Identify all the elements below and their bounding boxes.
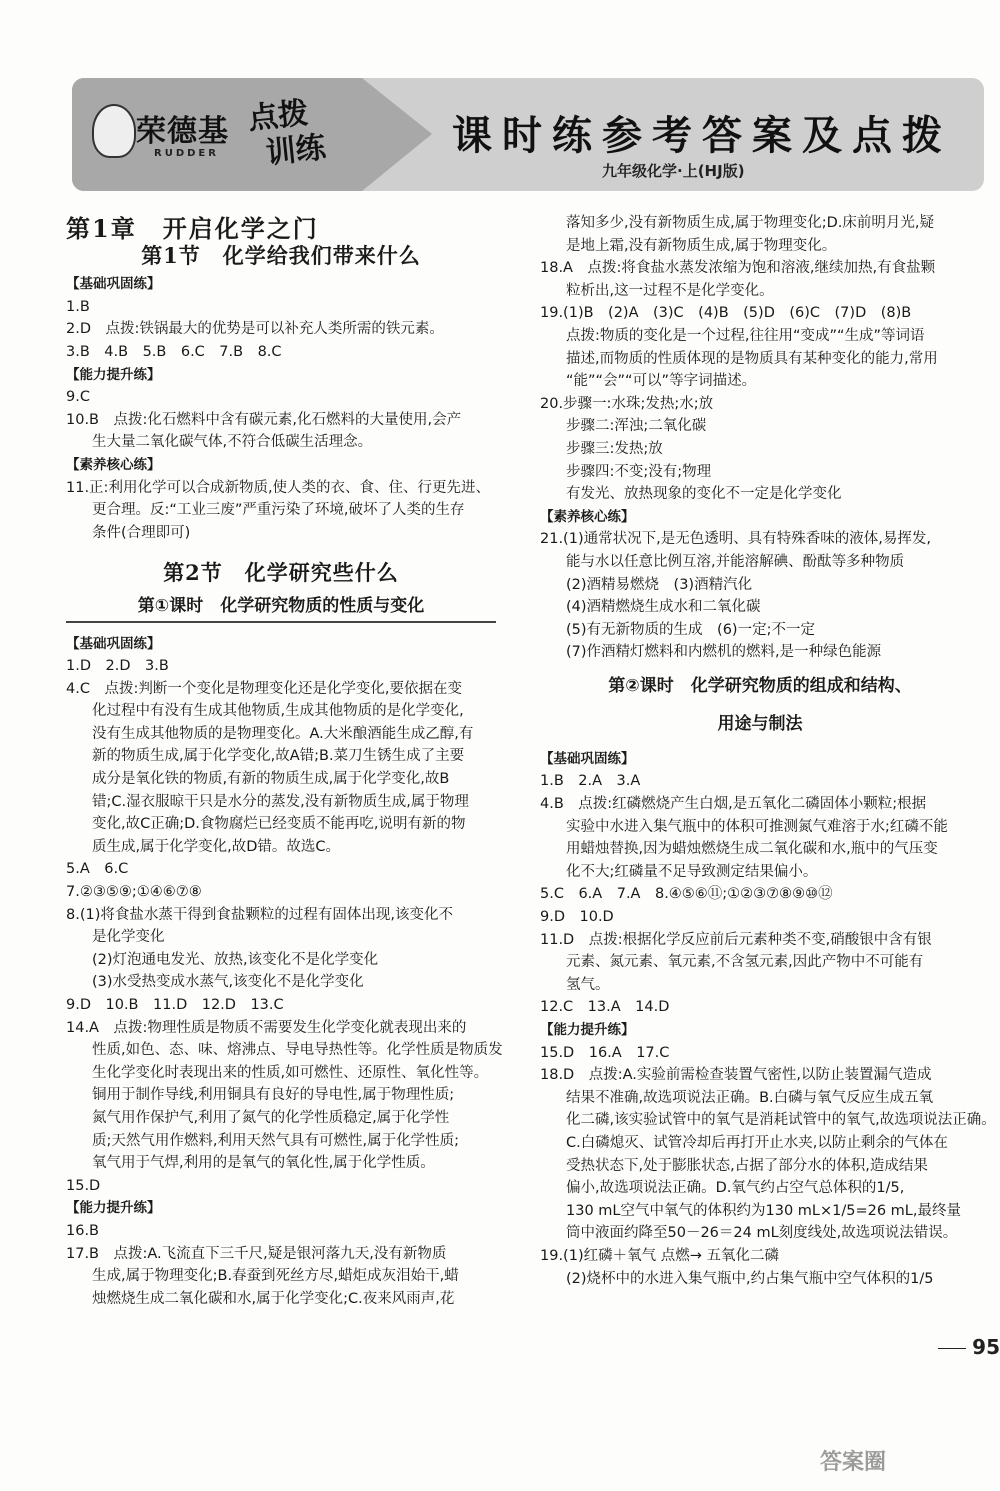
answer-continuation: 氢气。 bbox=[566, 976, 610, 993]
answer-line: 5.C 6.A 7.A 8.④⑤⑥⑪;①②③⑦⑧⑨⑩⑫ bbox=[540, 886, 833, 903]
answer-line: 9.D 10.B 11.D 12.D 13.C bbox=[66, 997, 284, 1013]
answer-continuation: 生成,属于物理变化;B.春蚕到死丝方尽,蜡炬成灰泪始干,蜡 bbox=[92, 1268, 459, 1285]
answer-continuation: 是化学变化 bbox=[92, 929, 165, 946]
answer-continuation: 受热状态下,处于膨胀状态,占据了部分水的体积,造成结果 bbox=[566, 1157, 928, 1174]
section-heading: 第1节 化学给我们带来什么 bbox=[141, 242, 421, 268]
answer-continuation: (7)作酒精灯燃料和内燃机的燃料,是一种绿色能源 bbox=[566, 644, 882, 661]
answer-line: 5.A 6.C bbox=[66, 861, 129, 878]
answer-line: 20.步骤一:水珠;发热;水;放 bbox=[540, 395, 714, 412]
exercise-tag: 【基础巩固练】 bbox=[66, 276, 161, 293]
answer-continuation: 质生成,属于化学变化,故D错。故选C。 bbox=[92, 838, 341, 855]
answer-continuation: (3)水受热变成水蒸气,该变化不是化学变化 bbox=[92, 974, 364, 991]
answer-continuation: (2)烧杯中的水进入集气瓶中,约占集气瓶中空气体积的1/5 bbox=[566, 1270, 934, 1287]
answer-continuation: 化不大;红磷量不足导致测定结果偏小。 bbox=[566, 863, 818, 880]
answer-line: 15.D bbox=[66, 1177, 101, 1194]
answer-continuation: 质;天然气用作燃料,利用天然气具有可燃性,属于化学性质; bbox=[92, 1132, 459, 1149]
page-header bbox=[72, 78, 984, 191]
exercise-tag: 【能力提升练】 bbox=[66, 1200, 161, 1217]
answer-continuation: 步骤四:不变;没有;物理 bbox=[566, 463, 712, 480]
mascot-avatar-icon bbox=[92, 104, 136, 158]
page-number: 95 bbox=[938, 1335, 1000, 1359]
answer-line: 11.正:利用化学可以合成新物质,使人类的衣、食、住、行更先进、 bbox=[66, 479, 491, 496]
answer-line: 8.(1)将食盐水蒸干得到食盐颗粒的过程有固体出现,该变化不 bbox=[66, 906, 453, 923]
footer-watermark: 答案圈 bbox=[820, 1450, 887, 1475]
brand-bottom: 训练 bbox=[264, 130, 328, 172]
brand-top: 点拨 bbox=[246, 95, 310, 137]
answer-continuation: 条件(合理即可) bbox=[92, 524, 191, 541]
answer-line: 19.(1)红磷＋氧气 点燃→ 五氧化二磷 bbox=[540, 1247, 779, 1264]
answer-continuation: 变化,故C正确;D.食物腐烂已经变质不能再吃,说明有新的物 bbox=[92, 816, 466, 833]
answer-line: 1.B 2.A 3.A bbox=[540, 773, 641, 790]
brand-logo bbox=[246, 94, 327, 173]
answer-continuation: 新的物质生成,属于化学变化,故A错;B.菜刀生锈生成了主要 bbox=[92, 748, 465, 765]
answer-continuation: 没有生成其他物质的是物理变化。A.大米酿酒能生成乙醇,有 bbox=[92, 725, 474, 742]
answer-continuation: “能”“会”“可以”等字词描述。 bbox=[566, 373, 757, 390]
answer-continuation: (5)有无新物质的生成 (6)一定;不一定 bbox=[566, 621, 815, 638]
exercise-tag: 【基础巩固练】 bbox=[66, 635, 161, 652]
exercise-tag: 【基础巩固练】 bbox=[540, 750, 635, 767]
answer-continuation: 步骤三:发热;放 bbox=[566, 440, 663, 457]
page-title: 课时练参考答案及点拨 bbox=[452, 112, 952, 159]
answer-continuation: 用蜡烛替换,因为蜡烛燃烧生成二氧化碳和水,瓶中的气压变 bbox=[566, 841, 938, 858]
answer-continuation: 130 mL空气中氧气的体积约为130 mL×1/5=26 mL,最终量 bbox=[566, 1202, 961, 1219]
logo-sub: RUDDER bbox=[154, 148, 219, 159]
answer-line: 1.D 2.D 3.B bbox=[66, 658, 169, 675]
section-heading: 第2节 化学研究些什么 bbox=[163, 560, 399, 586]
answer-continuation: 化二磷,该实验试管中的氧气是消耗试管中的氧气,故选项说法正确。 bbox=[566, 1112, 996, 1129]
exercise-tag: 【素养核心练】 bbox=[540, 508, 635, 525]
answer-line: 1.B bbox=[66, 298, 90, 315]
answer-line: 19.(1)B (2)A (3)C (4)B (5)D (6)C (7)D (8)B bbox=[540, 305, 912, 322]
answer-line: 7.②③⑤⑨;①④⑥⑦⑧ bbox=[66, 884, 202, 901]
answer-continuation: 生化学变化时表现出来的性质,如可燃性、还原性、氧化性等。 bbox=[92, 1064, 489, 1081]
answer-continuation: 更合理。反:“工业三废”严重污染了环境,破坏了人类的生存 bbox=[92, 502, 465, 519]
answer-continuation: (2)灯泡通电发光、放热,该变化不是化学变化 bbox=[92, 951, 379, 968]
answer-continuation: 点拨:物质的变化是一个过程,往往用“变成”“生成”等词语 bbox=[566, 327, 925, 344]
answer-continuation: 步骤二:浑浊;二氧化碳 bbox=[566, 418, 707, 435]
answer-line: 11.D 点拨:根据化学反应前后元素种类不变,硝酸银中含有银 bbox=[540, 931, 932, 948]
answer-continuation: 性质,如色、态、味、熔沸点、导电导热性等。化学性质是物质发 bbox=[92, 1042, 503, 1059]
answer-continuation: 有发光、放热现象的变化不一定是化学变化 bbox=[566, 486, 842, 503]
answer-continuation: 氧气用于气焊,利用的是氧气的氧化性,属于化学性质。 bbox=[92, 1155, 435, 1172]
answer-continuation: (2)酒精易燃烧 (3)酒精汽化 bbox=[566, 576, 753, 593]
lesson-heading: 用途与制法 bbox=[717, 713, 803, 734]
answer-line: 15.D 16.A 17.C bbox=[540, 1044, 670, 1061]
answer-line: 10.B 点拨:化石燃料中含有碳元素,化石燃料的大量使用,会产 bbox=[66, 411, 462, 428]
answer-continuation: 结果不准确,故选项说法正确。B.白磷与氧气反应生成五氧 bbox=[566, 1089, 934, 1106]
answer-continuation: C.白磷熄灭、试管冷却后再打开止水夹,以防止剩余的气体在 bbox=[566, 1134, 948, 1151]
lesson-heading: 第①课时 化学研究物质的性质与变化 bbox=[66, 595, 496, 623]
answer-continuation: 生大量二氧化碳气体,不符合低碳生活理念。 bbox=[92, 434, 373, 451]
answer-line: 3.B 4.B 5.B 6.C 7.B 8.C bbox=[66, 343, 282, 360]
answer-continuation: 化过程中有没有生成其他物质,生成其他物质的是化学变化, bbox=[92, 703, 464, 720]
answer-line: 21.(1)通常状况下,是无色透明、具有特殊香味的液体,易挥发, bbox=[540, 531, 931, 548]
exercise-tag: 【能力提升练】 bbox=[66, 366, 161, 383]
answer-continuation: 能与水以任意比例互溶,并能溶解碘、酚酞等多种物质 bbox=[566, 553, 905, 570]
answer-continuation: 偏小,故选项说法正确。D.氧气约占空气总体积的1/5, bbox=[566, 1180, 905, 1197]
header-arrow bbox=[362, 78, 432, 191]
answer-line: 9.D 10.D bbox=[540, 909, 614, 926]
answer-continuation: 铜用于制作导线,利用铜具有良好的导电性,属于物理性质; bbox=[92, 1087, 455, 1104]
chapter-heading: 第1章 开启化学之门 bbox=[66, 214, 319, 243]
answer-line: 16.B bbox=[66, 1222, 100, 1239]
answer-line: 12.C 13.A 14.D bbox=[540, 999, 670, 1016]
right-column bbox=[540, 212, 996, 1290]
logo-name: 荣德基 bbox=[136, 114, 229, 149]
answer-continuation: (4)酒精燃烧生成水和二氧化碳 bbox=[566, 599, 761, 616]
answer-continuation: 氮气用作保护气,利用了氮气的化学性质稳定,属于化学性 bbox=[92, 1109, 450, 1126]
answer-continuation: 筒中液面约降至50－26＝24 mL刻度线处,故选项说法错误。 bbox=[566, 1225, 958, 1242]
answer-line: 14.A 点拨:物理性质是物质不需要发生化学变化就表现出来的 bbox=[66, 1019, 467, 1036]
answer-continuation: 烛燃烧生成二氧化碳和水,属于化学变化;C.夜来风雨声,花 bbox=[92, 1290, 455, 1307]
answer-continuation: 落知多少,没有新物质生成,属于物理变化;D.床前明月光,疑 bbox=[566, 215, 934, 231]
exercise-tag: 【素养核心练】 bbox=[66, 456, 161, 473]
answer-continuation: 实验中水进入集气瓶中的体积可推测氮气难溶于水;红磷不能 bbox=[566, 818, 948, 835]
answer-continuation: 是地上霜,没有新物质生成,属于物理变化。 bbox=[566, 237, 837, 254]
logo-block bbox=[72, 78, 362, 191]
answer-continuation: 描述,而物质的性质体现的是物质具有某种变化的能力,常用 bbox=[566, 350, 938, 367]
exercise-tag: 【能力提升练】 bbox=[540, 1022, 635, 1038]
page-subtitle: 九年级化学·上(HJ版) bbox=[602, 162, 745, 180]
answer-continuation: 错;C.湿衣服晾干只是水分的蒸发,没有新物质生成,属于物理 bbox=[92, 793, 469, 810]
answer-continuation: 成分是氧化铁的物质,有新的物质生成,属于化学变化,故B bbox=[92, 771, 450, 788]
answer-line: 2.D 点拨:铁锅最大的优势是可以补充人类所需的铁元素。 bbox=[66, 321, 444, 338]
answer-line: 18.A 点拨:将食盐水蒸发浓缩为饱和溶液,继续加热,有食盐颗 bbox=[540, 260, 936, 277]
answer-line: 18.D 点拨:A.实验前需检查装置气密性,以防止装置漏气造成 bbox=[540, 1067, 932, 1084]
answer-continuation: 元素、氮元素、氧元素,不含氢元素,因此产物中不可能有 bbox=[566, 954, 924, 971]
lesson-heading: 第②课时 化学研究物质的组成和结构、 bbox=[608, 675, 912, 696]
left-column bbox=[66, 212, 503, 1310]
answer-line: 9.C bbox=[66, 389, 90, 406]
answer-continuation: 粒析出,这一过程不是化学变化。 bbox=[566, 282, 774, 299]
answer-line: 17.B 点拨:A.飞流直下三千尺,疑是银河落九天,没有新物质 bbox=[66, 1245, 447, 1262]
answer-line: 4.B 点拨:红磷燃烧产生白烟,是五氧化二磷固体小颗粒;根据 bbox=[540, 796, 927, 813]
answer-line: 4.C 点拨:判断一个变化是物理变化还是化学变化,要依据在变 bbox=[66, 680, 462, 697]
